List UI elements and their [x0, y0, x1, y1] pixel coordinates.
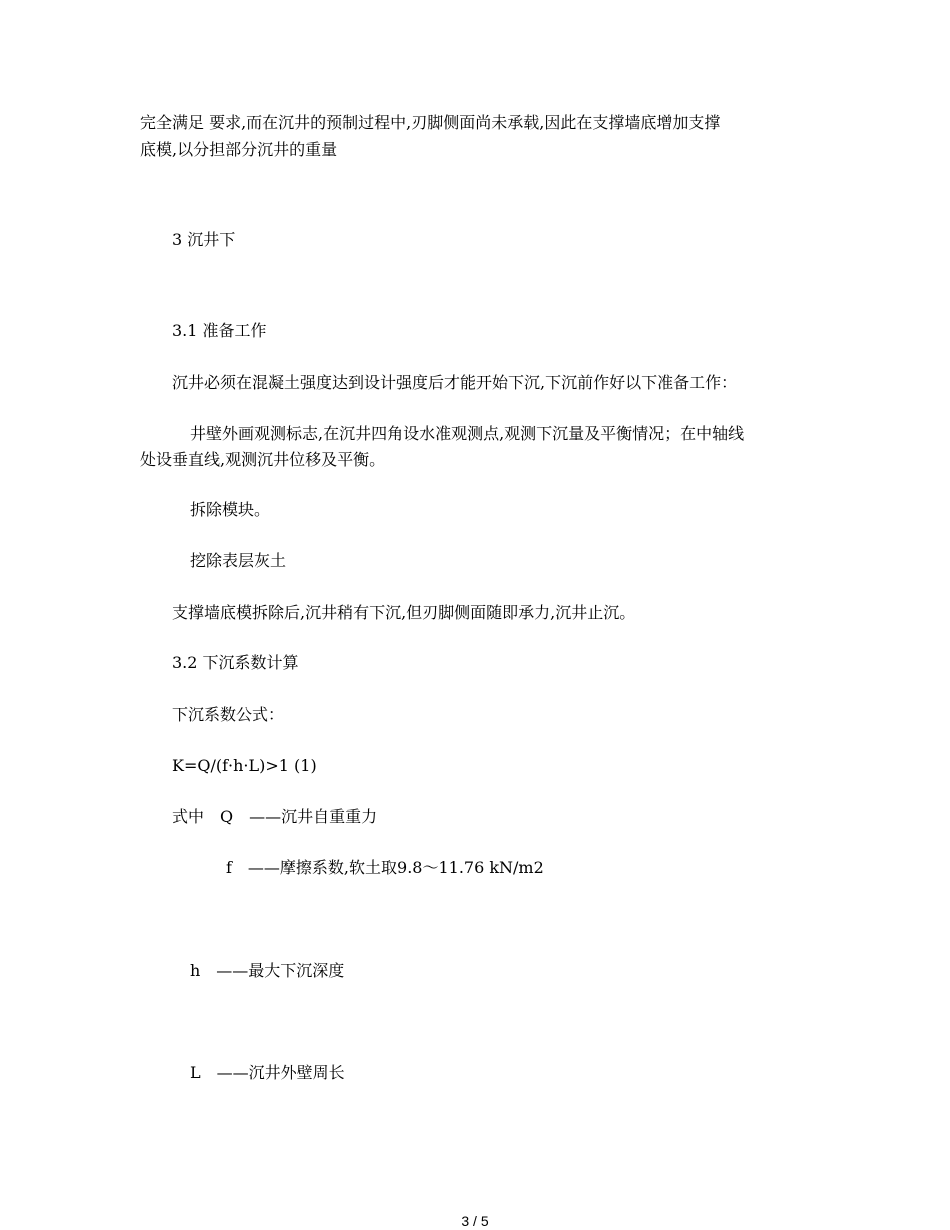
intro-text-line-2: 底模,以分担部分沉井的重量: [140, 140, 338, 159]
preparation-paragraph: 沉井必须在混凝土强度达到设计强度后才能开始下沉,下沉前作好以下准备工作：: [172, 373, 738, 392]
section-3-2-heading: 3.2 下沉系数计算: [172, 653, 299, 672]
definition-l: L ——沉井外壁周长: [190, 1063, 345, 1082]
section-3-heading: 3 沉井下: [172, 230, 236, 249]
definition-f: f ——摩擦系数,软土取9.8～11.76 kN/m2: [226, 858, 544, 877]
prep-item-2: 拆除模块。: [190, 500, 271, 519]
formula: K=Q/(f·h·L)>1 (1): [172, 756, 317, 775]
prep-item-1-line-2: 处设垂直线,观测沉井位移及平衡。: [140, 450, 386, 469]
page-number: 3 / 5: [461, 1213, 489, 1229]
prep-item-3: 挖除表层灰土: [190, 551, 287, 570]
section-3-1-heading: 3.1 准备工作: [172, 321, 267, 340]
support-paragraph: 支撑墙底模拆除后,沉井稍有下沉,但刃脚侧面随即承力,沉井止沉。: [172, 603, 636, 622]
definition-h: h ——最大下沉深度: [190, 961, 345, 980]
formula-intro: 下沉系数公式：: [172, 705, 285, 724]
prep-item-1-line-1: 井壁外画观测标志,在沉井四角设水准观测点,观测下沉量及平衡情况；在中轴线: [190, 424, 745, 443]
definition-q: 式中 Q ——沉井自重重力: [172, 807, 378, 826]
intro-text-line-1: 完全满足 要求,而在沉井的预制过程中,刃脚侧面尚未承载,因此在支撑墙底增加支撑: [140, 113, 721, 132]
